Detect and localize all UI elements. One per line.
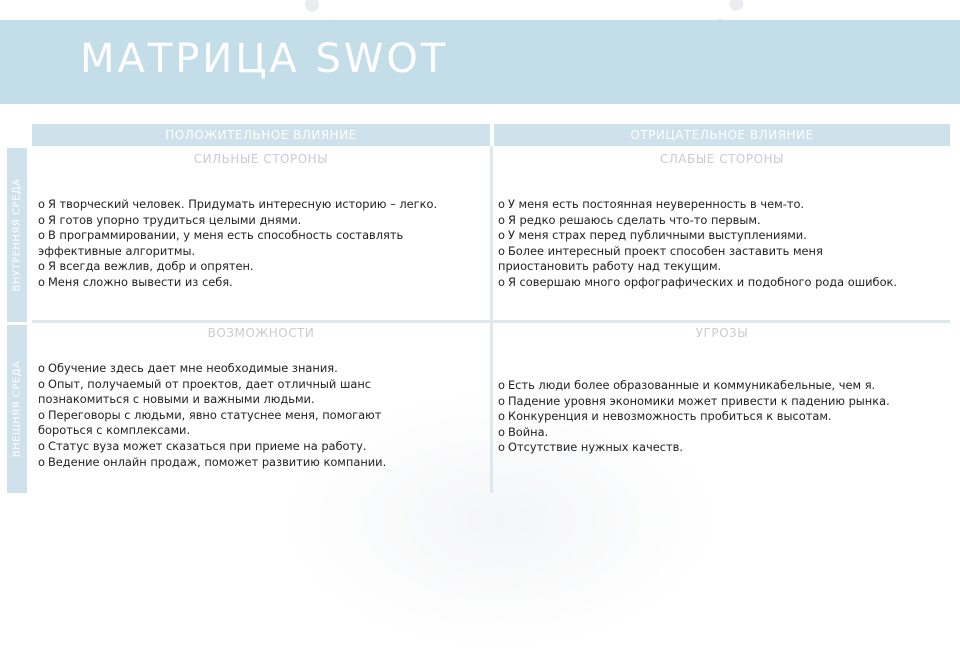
bullet-marker: o <box>498 378 505 392</box>
threats-list <box>498 378 950 456</box>
bullet-marker: o <box>498 243 505 258</box>
bullet-marker: o <box>498 197 505 211</box>
opportunity-text: Статус вуза может сказаться при приеме на работу. <box>47 438 367 453</box>
threat-text: Падение уровня экономики может привести к падению рынка. <box>507 393 890 408</box>
weakness-text: У меня страх перед публичными выступлениями. <box>507 228 807 243</box>
opportunities-heading: ВОЗМОЖНОСТИ <box>207 326 315 340</box>
list-item <box>498 409 950 425</box>
column-header-positive: ПОЛОЖИТЕЛЬНОЕ ВЛИЯНИЕ <box>32 124 490 146</box>
bullet-marker: o <box>38 197 45 211</box>
weaknesses-heading: СЛАБЫЕ СТОРОНЫ <box>659 152 785 166</box>
list-item <box>38 197 490 213</box>
weakness-text: Я редко решаюсь сделать что-то первым. <box>507 212 761 227</box>
opportunity-text: Опыт, получаемый от проектов, дает отличный шанс познакомиться с новыми и важными людьми. <box>38 376 372 407</box>
strength-text: В программировании, у меня есть способность составлять эффективные алгоритмы. <box>38 228 404 258</box>
bullet-marker: o <box>498 440 505 455</box>
bullet-marker: o <box>38 228 45 243</box>
opportunity-text: Переговоры с людьми, явно статуснее меня, помогают бороться с комплексами. <box>38 407 382 438</box>
opportunity-text: Обучение здесь дает мне необходимые знания. <box>47 361 338 375</box>
column-divider-bottom <box>490 323 493 493</box>
opportunities-list <box>38 361 438 470</box>
strength-text: Я всегда вежлив, добр и опрятен. <box>47 259 254 274</box>
threat-text: Конкуренция и невозможность пробиться к высотам. <box>507 409 832 424</box>
row-label-internal <box>7 148 27 322</box>
list-item <box>498 197 950 213</box>
list-item <box>498 275 950 291</box>
bullet-marker: o <box>498 393 505 408</box>
threat-text: Отсутствие нужных качеств. <box>507 440 683 455</box>
bullet-marker: o <box>38 376 45 391</box>
list-item <box>38 361 438 377</box>
bullet-marker: o <box>38 407 45 422</box>
list-item <box>38 408 438 439</box>
bullet-marker: o <box>38 274 45 289</box>
bullet-marker: o <box>38 361 45 375</box>
strength-text: Я готов упорно трудиться целыми днями. <box>47 212 302 227</box>
bullet-marker: o <box>498 409 505 424</box>
list-item <box>498 228 950 244</box>
list-item <box>498 213 950 229</box>
weaknesses-list <box>498 197 950 291</box>
list-item <box>38 377 438 408</box>
row-label-external <box>7 325 27 493</box>
bullet-marker: o <box>498 274 505 289</box>
slide-title: МАТРИЦА SWOT <box>80 36 449 82</box>
bullet-marker: o <box>38 454 45 469</box>
list-item <box>38 275 490 291</box>
weakness-text: Более интересный проект способен заставить меня приостановить работу над текущим. <box>498 243 823 274</box>
threat-text: Есть люди более образованные и коммуникабельные, чем я. <box>507 378 876 392</box>
threat-text: Война. <box>507 424 549 439</box>
opportunity-text: Ведение онлайн продаж, поможет развитию компании. <box>47 454 387 469</box>
list-item <box>498 425 950 441</box>
bullet-marker: o <box>38 212 45 227</box>
strengths-list <box>38 197 490 291</box>
threats-heading: УГРОЗЫ <box>695 326 749 340</box>
list-item <box>38 439 438 455</box>
list-item <box>498 394 950 410</box>
strength-text: Меня сложно вывести из себя. <box>47 274 233 289</box>
bullet-marker: o <box>498 212 505 227</box>
list-item <box>38 259 490 275</box>
list-item <box>498 244 868 275</box>
list-item <box>498 440 950 456</box>
strengths-heading: СИЛЬНЫЕ СТОРОНЫ <box>193 152 329 166</box>
list-item <box>498 378 950 394</box>
bullet-marker: o <box>498 424 505 439</box>
column-divider-top <box>490 146 493 322</box>
bullet-marker: o <box>38 259 45 274</box>
bullet-marker: o <box>498 228 505 243</box>
list-item <box>38 228 458 259</box>
list-item <box>38 455 438 471</box>
list-item <box>38 213 490 229</box>
bullet-marker: o <box>38 438 45 453</box>
column-header-negative: ОТРИЦАТЕЛЬНОЕ ВЛИЯНИЕ <box>494 124 950 146</box>
row-label-external-text: ВНЕШНЯЯ СРЕДА <box>11 360 23 458</box>
strength-text: Я творческий человек. Придумать интересную историю – легко. <box>47 197 438 211</box>
weakness-text: Я совершаю много орфографических и подобного рода ошибок. <box>507 274 898 289</box>
weakness-text: У меня есть постоянная неуверенность в чем-то. <box>507 197 805 211</box>
row-label-internal-text: ВНУТРЕННЯЯ СРЕДА <box>11 178 23 292</box>
